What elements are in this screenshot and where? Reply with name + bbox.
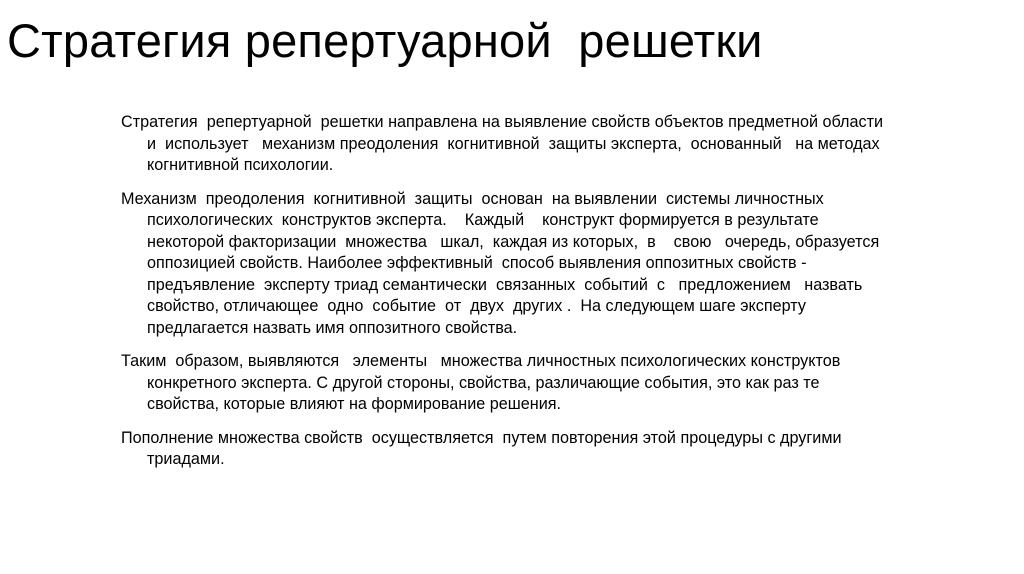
paragraph-2: Механизм преодоления когнитивной защиты основан на выявлении системы личностных психологических конструктов эксперта. Каждый конструкт формируется в результате некоторой факторизации множества шкал, каждая из которых, в свою очередь, образуется оппозицией свойств. Наиболее эффективный способ выявления оппозитных свойств - предъявление эксперту триад семантически связанных событий с предложением назвать свойство, отличающее одно событие от двух других . На следующем шаге эксперту предлагается назвать имя оппозитного свойства. bbox=[121, 189, 884, 337]
slide-title: Стратегия репертуарной решетки bbox=[7, 14, 763, 67]
paragraph-3: Таким образом, выявляются элементы множества личностных психологических конструктов конкретного эксперта. С другой стороны, свойства, различающие события, это как раз те свойства, которые влияют на формирование решения. bbox=[121, 352, 845, 413]
slide-body bbox=[121, 112, 891, 483]
paragraph-1: Стратегия репертуарной решетки направлена на выявление свойств объектов предметной области и использует механизм преодоления когнитивной защиты эксперта, основанный на методах когнитивной психологии. bbox=[121, 113, 888, 174]
paragraph-4: Пополнение множества свойств осуществляется путем повторения этой процедуры с другими триадами. bbox=[121, 428, 847, 468]
